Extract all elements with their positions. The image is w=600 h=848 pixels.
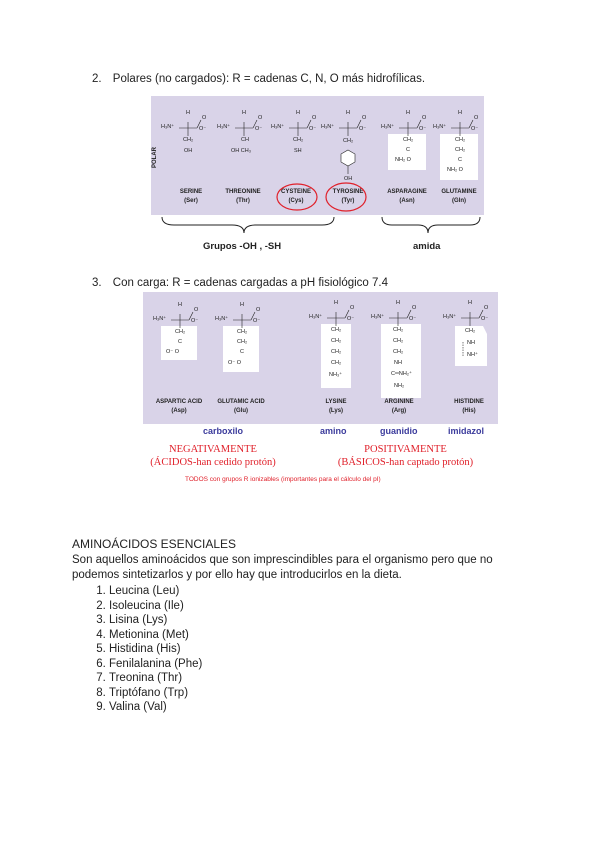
label-amino: amino [320,426,347,436]
section3-heading [92,277,388,289]
caption-glutamic-acid: GLUTAMIC ACID (Glu) [217,399,265,414]
charged-amino-acids-figure [143,292,498,490]
section2-heading [92,73,425,85]
caption-aspartic-acid: ASPARTIC ACID (Asp) [155,399,203,414]
list-item: 2. Isoleucina (Ile) [109,599,409,614]
molecule-lysine: H H₃N⁺ O O⁻ CH₂ CH₂ CH₂ CH₂ NH₃⁺ [309,300,359,390]
list-item: 9. Valina (Val) [109,700,409,715]
molecule-serine: H H₃N⁺ O O⁻ CH₂ OH [161,110,207,154]
list-item: 4. Metionina (Met) [109,628,409,643]
polar-side-label: POLAR [152,147,158,168]
molecule-asparagine: H H₃N⁺ O O⁻ CH₂ C NH₂ O [381,110,431,170]
group-braces [150,215,490,235]
molecule-tyrosine: H H₃N⁺ O O⁻ CH₂ OH [321,110,367,182]
label-imidazol: imidazol [448,426,485,436]
brace-amide [382,217,480,233]
essential-list [72,584,409,715]
molecule-cysteine: H H₃N⁺ O O⁻ CH₂ SH [271,110,317,154]
molecule-glutamine: H H₃N⁺ O O⁻ CH₂ CH₂ C NH₂ O [433,110,483,182]
caption-lysine: LYSINE (Lys) [325,399,347,414]
label-hydroxyl-thiol: Grupos -OH , -SH [203,241,282,252]
section2-number: 2. [92,73,102,85]
section3-number: 3. [92,277,102,289]
caption-serine: SERINE (Ser) [179,189,203,204]
caption-histidine: HISTIDINE (His) [454,399,484,414]
label-amide: amida [413,241,441,252]
list-item: 7. Treonina (Thr) [109,671,409,686]
list-item: 5. Histidina (His) [109,642,409,657]
molecule-histidine: H H₃N⁺ O O⁻ CH₂ NH NH⁺ [443,300,493,370]
highlight-circles [270,180,370,216]
list-item: 8. Triptófano (Trp) [109,686,409,701]
molecule-threonine: H H₃N⁺ O O⁻ CH OH CH₃ [217,110,263,154]
list-item: 3. Lisina (Lys) [109,613,409,628]
caption-tyrosine: TYROSINE (Tyr) [332,189,364,204]
label-carboxilo: carboxilo [203,426,244,436]
caption-glutamine: GLUTAMINE (Gln) [441,189,477,204]
section2-text: Polares (no cargados): R = cadenas C, N, O más hidrofílicas. [112,73,426,85]
molecule-glutamic-acid: H H₃N⁺ O O⁻ CH₂ CH₂ C O⁻ O [215,302,265,374]
label-guanidio: guanidio [380,426,418,436]
ionizable-footnote: TODOS con grupos R ionizables (importantes para el cálculo del pI) [185,476,381,483]
brace-hydroxyl [162,217,334,233]
caption-arginine: ARGININE (Arg) [384,399,414,414]
tyrosine-circle [326,183,366,211]
essential-intro: Son aquellos aminoácidos que son imprescindibles para el organismo pero que no podemos sintetizarlos y por ello hay que introducirlos en la dieta. [72,554,493,581]
essential-title: AMINOÁCIDOS ESENCIALES [72,537,237,551]
molecule-arginine: H H₃N⁺ O O⁻ CH₂ CH₂ CH₂ NH C═NH₂⁺ NH₂ [371,300,426,400]
caption-cysteine: CYSTEINE (Cys) [280,189,311,204]
list-item: 6. Fenilalanina (Phe) [109,657,409,672]
section3-text: Con carga: R = cadenas cargadas a pH fisiológico 7.4 [112,277,388,289]
cysteine-circle [277,184,317,210]
caption-threonine: THREONINE (Thr) [225,189,261,204]
molecule-aspartic-acid: H H₃N⁺ O O⁻ CH₂ C O⁻ O [153,302,203,362]
caption-asparagine: ASPARAGINE (Asn) [387,189,427,204]
positive-annotation: POSITIVAMENTE (BÁSICOS-han captado protón) [337,444,474,468]
list-item: 1. Leucina (Leu) [109,584,409,599]
negative-annotation: NEGATIVAMENTE (ÁCIDOS-han cedido protón) [150,444,276,468]
